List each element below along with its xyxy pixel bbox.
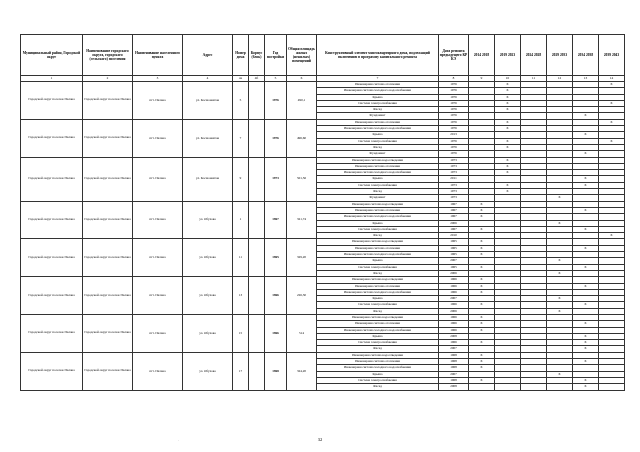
street-cell: ул. Космонавтов [183,119,233,157]
previous-repair-cell: 1966 [439,277,469,283]
element-name-cell: Система электроснабжения [317,226,439,232]
period-mark-cell [521,384,547,390]
element-name-cell: Инженерная система отопления [317,321,439,327]
previous-repair-cell: 1976 [439,94,469,100]
previous-repair-cell: 1968 [439,365,469,371]
year-built-cell: 1966 [265,277,287,315]
street-cell: ул. Обухова [183,201,233,239]
column-number: 11 [521,76,547,82]
period-mark-cell: X [547,258,573,264]
header-row [21,35,625,76]
previous-repair-cell: 1973 [439,163,469,169]
column-number: 9 [469,76,495,82]
year-built-cell: 1965 [265,239,287,277]
year-built-cell: 1976 [265,82,287,120]
column-header: Год постройки [265,35,287,76]
period-mark-cell [547,384,573,390]
period-mark-cell: X [547,220,573,226]
period-mark-cell: X [573,264,599,270]
locality-cell: пгт. Палана [133,157,183,201]
element-name-cell: Инженерная система водоотведения [317,314,439,320]
column-number: 6 [287,76,317,82]
column-number: 7 [317,76,439,82]
period-mark-cell: X [469,352,495,358]
column-number: 1 [21,76,83,82]
period-mark-cell: X [469,226,495,232]
period-mark-cell: X [495,119,521,125]
period-mark-cell: X [469,289,495,295]
element-name-cell: Инженерная система водоотведения [317,201,439,207]
column-header: Адрес [183,35,233,76]
period-mark-cell: X [599,82,625,88]
block-cell [249,352,265,390]
period-mark-cell: X [547,296,573,302]
column-number: 13 [573,76,599,82]
previous-repair-cell: 2007 [439,371,469,377]
element-name-cell: Инженерная система отопления [317,283,439,289]
column-number: 2 [83,76,133,82]
column-header: Номер дома [233,35,249,76]
previous-repair-cell: 1968 [439,377,469,383]
district-cell: Городской округ поселок Палана [21,119,83,157]
period-mark-cell: X [495,157,521,163]
period-mark-cell: X [469,314,495,320]
element-name-cell: Фундамент [317,113,439,119]
previous-repair-cell: 1966 [439,340,469,346]
year-built-cell: 1973 [265,157,287,201]
previous-repair-cell: 1965 [439,245,469,251]
block-cell [249,314,265,352]
period-mark-cell: X [573,176,599,182]
footer-mark: . [178,437,179,442]
block-cell [249,277,265,315]
previous-repair-cell: 1967 [439,207,469,213]
locality-cell: пгт. Палана [133,82,183,120]
period-mark-cell: X [599,119,625,125]
house-number-cell: 17 [233,352,249,390]
period-mark-cell: X [573,384,599,390]
period-mark-cell: X [469,207,495,213]
street-cell: ул. Обухова [183,314,233,352]
house-number-cell: 13 [233,277,249,315]
element-name-cell: Система электроснабжения [317,182,439,188]
previous-repair-cell: 1967 [439,214,469,220]
period-mark-cell [599,384,625,390]
street-cell: ул. Обухова [183,277,233,315]
previous-repair-cell: 1976 [439,119,469,125]
column-header: Конструктивный элемент многоквартирного дома, подлежащий включению в программу капитального ремонта [317,35,439,76]
element-name-cell: Инженерная система холодного водоснабжения [317,252,439,258]
element-name-cell: Крыша [317,220,439,226]
area-cell: 324,20 [287,352,317,390]
district-cell: Городской округ поселок Палана [21,82,83,120]
district-cell: Городской округ поселок Палана [21,352,83,390]
column-number: 4a [233,76,249,82]
period-mark-cell: X [495,170,521,176]
period-mark-cell: X [495,182,521,188]
element-name-cell: Крыша [317,176,439,182]
previous-repair-cell: 1966 [439,302,469,308]
previous-repair-cell: 1967 [439,201,469,207]
element-name-cell: Инженерная система водоотведения [317,352,439,358]
column-header: Наименование городского округа, городского (сельского) поселения [83,35,133,76]
block-cell [249,82,265,120]
locality-cell: пгт. Палана [133,201,183,239]
element-name-cell: Фасад [317,233,439,239]
year-built-cell: 1976 [265,119,287,157]
period-mark-cell: X [495,189,521,195]
block-cell [249,119,265,157]
element-name-cell: Фасад [317,308,439,314]
period-mark-cell: X [547,371,573,377]
previous-repair-cell: 1976 [439,107,469,113]
locality-cell: пгт. Палана [133,239,183,277]
settlement-cell: Городской округ поселок Палана [83,119,133,157]
element-name-cell: Инженерная система отопления [317,119,439,125]
period-mark-cell: X [547,270,573,276]
settlement-cell: Городской округ поселок Палана [83,157,133,201]
column-header: 2024 2028 [521,35,547,76]
element-name-cell: Инженерная система отопления [317,207,439,213]
element-name-cell: Фасад [317,144,439,150]
settlement-cell: Городской округ поселок Палана [83,352,133,390]
period-mark-cell: X [469,252,495,258]
period-mark-cell: X [469,214,495,220]
element-name-cell: Крыша [317,371,439,377]
previous-repair-cell: 1976 [439,88,469,94]
street-cell: ул. Обухова [183,352,233,390]
column-header: 2014 2018 [469,35,495,76]
period-mark-cell: X [573,113,599,119]
previous-repair-cell: 2008 [439,333,469,339]
period-mark-cell: X [469,340,495,346]
element-name-cell: Инженерная система холодного водоснабжения [317,170,439,176]
area-cell: 496,60 [287,119,317,157]
element-name-cell: Крыша [317,258,439,264]
previous-repair-cell: 1966 [439,327,469,333]
element-name-cell: Фасад [317,189,439,195]
page-number: 32 [317,437,323,442]
column-number: 5 [265,76,287,82]
table-header [21,35,625,82]
house-number-cell: 5 [233,82,249,120]
period-mark-cell: X [573,321,599,327]
element-name-cell: Фасад [317,107,439,113]
previous-repair-cell: 1976 [439,100,469,106]
column-number: 4 [183,76,233,82]
period-mark-cell: X [495,144,521,150]
house-number-cell: 1 [233,201,249,239]
element-name-cell: Инженерная система водоотведения [317,277,439,283]
column-number: 10 [495,76,521,82]
previous-repair-cell: 1976 [439,113,469,119]
previous-repair-cell: 1966 [439,321,469,327]
period-mark-cell: X [599,233,625,239]
previous-repair-cell: 2006 [439,308,469,314]
period-mark-cell: X [495,94,521,100]
period-mark-cell: X [469,245,495,251]
locality-cell: пгт. Палана [133,314,183,352]
element-name-cell: Крыша [317,94,439,100]
previous-repair-cell: 2013 [439,132,469,138]
previous-repair-cell: 1965 [439,239,469,245]
settlement-cell: Городской округ поселок Палана [83,314,133,352]
column-header: 2039 2043 [599,35,625,76]
period-mark-cell: X [469,302,495,308]
previous-repair-cell: 1967 [439,226,469,232]
previous-repair-cell: 2010 [439,233,469,239]
area-cell: 329,20 [287,239,317,277]
period-mark-cell: X [573,283,599,289]
area-cell: 226,30 [287,277,317,315]
previous-repair-cell: 1966 [439,314,469,320]
element-name-cell: Инженерная система холодного водоснабжения [317,327,439,333]
previous-repair-cell: 1966 [439,283,469,289]
street-cell: ул. Космонавтов [183,157,233,201]
block-cell [249,201,265,239]
previous-repair-cell: 2006 [439,220,469,226]
element-name-cell: Система электроснабжения [317,340,439,346]
period-mark-cell: X [573,226,599,232]
element-name-cell: Инженерная система отопления [317,82,439,88]
locality-cell: пгт. Палана [133,119,183,157]
previous-repair-cell: 1973 [439,182,469,188]
period-mark-cell: X [573,346,599,352]
period-mark-cell: X [495,163,521,169]
period-mark-cell: X [573,302,599,308]
element-name-cell: Система электроснабжения [317,377,439,383]
period-mark-cell: X [469,277,495,283]
element-name-cell: Система электроснабжения [317,302,439,308]
element-name-cell: Инженерная система холодного водоснабжения [317,365,439,371]
previous-repair-cell: 1976 [439,151,469,157]
column-header: Корпус (блок) [249,35,265,76]
previous-repair-cell: 1968 [439,359,469,365]
element-name-cell: Инженерная система холодного водоснабжения [317,214,439,220]
district-cell: Городской округ поселок Палана [21,157,83,201]
settlement-cell: Городской округ поселок Палана [83,277,133,315]
area-cell: 490,1 [287,82,317,120]
period-mark-cell: X [547,308,573,314]
previous-repair-cell: 1973 [439,157,469,163]
period-mark-cell: X [573,340,599,346]
previous-repair-cell: 1976 [439,82,469,88]
period-mark-cell: X [495,138,521,144]
element-name-cell: Система электроснабжения [317,138,439,144]
period-mark-cell: X [573,333,599,339]
period-mark-cell: X [469,264,495,270]
period-mark-cell: X [495,100,521,106]
previous-repair-cell: 1966 [439,289,469,295]
column-number: 8 [439,76,469,82]
capital-repair-program-table [20,34,625,391]
element-name-cell: Инженерная система отопления [317,163,439,169]
previous-repair-cell: 2007 [439,346,469,352]
element-name-cell: Инженерная система холодного водоснабжения [317,289,439,295]
period-mark-cell: X [573,151,599,157]
previous-repair-cell: 1965 [439,264,469,270]
element-name-cell: Крыша [317,132,439,138]
period-mark-cell: X [599,100,625,106]
element-name-cell: Фасад [317,384,439,390]
previous-repair-cell: 1976 [439,144,469,150]
district-cell: Городской округ поселок Палана [21,239,83,277]
element-name-cell: Инженерная система холодного водоснабжения [317,88,439,94]
previous-repair-cell: 1973 [439,170,469,176]
block-cell [249,239,265,277]
element-name-cell: Фундамент [317,151,439,157]
period-mark-cell: X [495,107,521,113]
area-cell: 514 [287,314,317,352]
period-mark-cell [469,384,495,390]
column-header: Дата ремонта предыдущего КР КЭ [439,35,469,76]
previous-repair-cell: 2007 [439,296,469,302]
period-mark-cell: X [599,138,625,144]
street-cell: ул. Космонавтов [183,82,233,120]
year-built-cell: 1967 [265,201,287,239]
column-number: 4б [249,76,265,82]
house-number-cell: 7 [233,119,249,157]
previous-repair-cell: 1973 [439,195,469,201]
settlement-cell: Городской округ поселок Палана [83,82,133,120]
element-name-cell: Система электроснабжения [317,264,439,270]
period-mark-cell: X [469,239,495,245]
district-cell: Городской округ поселок Палана [21,201,83,239]
column-header: 2019 2023 [495,35,521,76]
period-mark-cell: X [469,201,495,207]
period-mark-cell: X [573,359,599,365]
year-built-cell: 1966 [265,314,287,352]
period-mark-cell [495,384,521,390]
period-mark-cell: X [469,377,495,383]
previous-repair-cell: 1976 [439,126,469,132]
period-mark-cell: X [573,182,599,188]
element-name-cell: Инженерная система водоотведения [317,157,439,163]
column-header: 2029 2033 [547,35,573,76]
element-name-cell: Инженерная система холодного водоснабжения [317,126,439,132]
element-name-cell: Крыша [317,333,439,339]
locality-cell: пгт. Палана [133,277,183,315]
column-number: 12 [547,76,573,82]
settlement-cell: Городской округ поселок Палана [83,201,133,239]
settlement-cell: Городской округ поселок Палана [83,239,133,277]
period-mark-cell: X [495,126,521,132]
period-mark-cell: X [469,327,495,333]
previous-repair-cell: 1976 [439,138,469,144]
previous-repair-cell: 2007 [439,258,469,264]
period-mark-cell: X [469,365,495,371]
period-mark-cell: X [469,321,495,327]
period-mark-cell: X [469,359,495,365]
area-cell: 501,56 [287,157,317,201]
street-cell: ул. Обухова [183,239,233,277]
district-cell: Городской округ поселок Палана [21,277,83,315]
element-name-cell: Фасад [317,270,439,276]
element-name-cell: Инженерная система отопления [317,245,439,251]
table-body [21,82,625,391]
period-mark-cell: X [573,132,599,138]
element-name-cell: Инженерная система водоотведения [317,239,439,245]
column-number: 3 [133,76,183,82]
period-mark-cell: X [495,82,521,88]
period-mark-cell: X [573,245,599,251]
previous-repair-cell: 1973 [439,189,469,195]
column-header: Общая площадь жилых (нежилых) помещений [287,35,317,76]
column-header: 2034 2038 [573,35,599,76]
house-number-cell: 11 [233,239,249,277]
house-number-cell: 9 [233,157,249,201]
element-name-cell: Крыша [317,296,439,302]
house-number-cell: 15 [233,314,249,352]
column-header: Наименование населенного пункта [133,35,183,76]
period-mark-cell: X [547,195,573,201]
previous-repair-cell: 1968 [439,352,469,358]
locality-cell: пгт. Палана [133,352,183,390]
previous-repair-cell: 2011 [439,176,469,182]
element-name-cell: Фасад [317,346,439,352]
element-name-cell: Инженерная система отопления [317,359,439,365]
period-mark-cell: X [495,88,521,94]
previous-repair-cell: 2008 [439,384,469,390]
year-built-cell: 1968 [265,352,287,390]
district-cell: Городской округ поселок Палана [21,314,83,352]
previous-repair-cell: 2006 [439,270,469,276]
previous-repair-cell: 1965 [439,252,469,258]
element-name-cell: Система электроснабжения [317,100,439,106]
block-cell [249,157,265,201]
column-number: 14 [599,76,625,82]
period-mark-cell: X [573,207,599,213]
period-mark-cell: X [573,377,599,383]
document-sheet [20,34,624,391]
element-name-cell: Фундамент [317,195,439,201]
area-cell: 321,74 [287,201,317,239]
period-mark-cell: X [469,283,495,289]
column-header: Муниципальный район, Городской округ [21,35,83,76]
